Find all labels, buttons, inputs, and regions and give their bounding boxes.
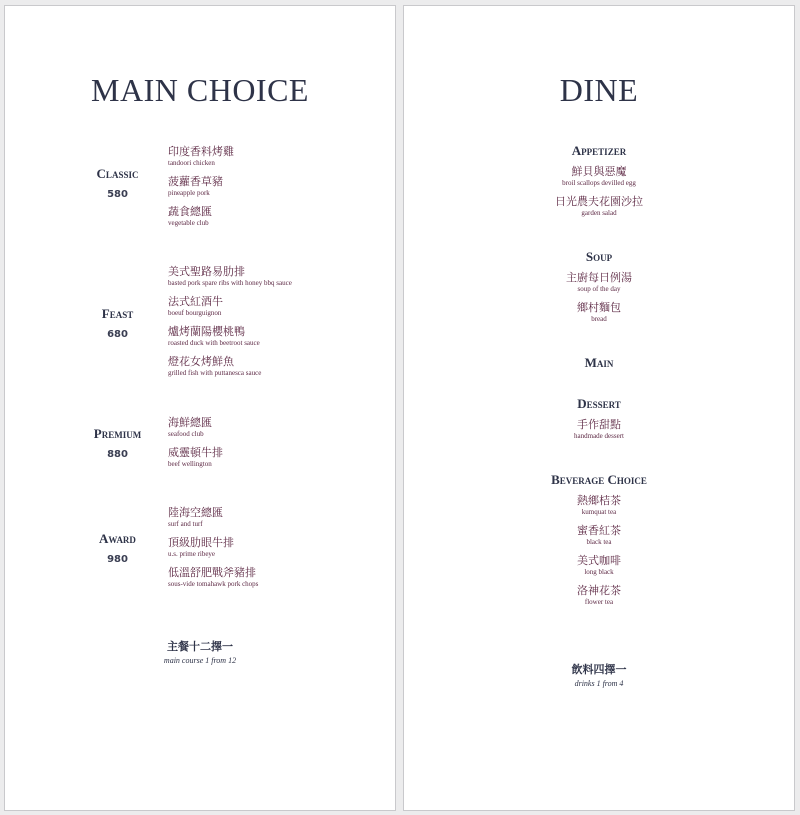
note-zh: 主餐十二擇一	[167, 640, 233, 653]
page-title: DINE	[559, 72, 639, 108]
item-zh: 主廚每日例湯	[566, 271, 632, 284]
item-en: kumquat tea	[581, 508, 617, 516]
section-appetizer	[404, 143, 794, 224]
item-zh: 菠蘿香草豬	[168, 175, 223, 188]
item-en: bread	[591, 315, 607, 323]
list-item	[168, 565, 258, 595]
list-item	[404, 417, 794, 447]
item-en: tandoori chicken	[168, 159, 215, 167]
list-item	[404, 164, 794, 194]
selection-note	[5, 638, 395, 665]
item-zh: 美式咖啡	[577, 554, 621, 567]
item-zh: 美式聖路易肋排	[168, 265, 245, 278]
item-zh: 熱鄉桔茶	[577, 494, 621, 507]
section-title: Beverage Choice	[551, 472, 647, 487]
item-zh: 燈花女烤鮮魚	[168, 355, 234, 368]
item-zh: 海鮮總匯	[168, 416, 212, 429]
item-en: grilled fish with puttanesca sauce	[168, 369, 262, 377]
tier-price-premium: 880	[107, 449, 128, 460]
tier-name-award: Award	[99, 531, 136, 546]
tier-items-award	[168, 505, 258, 595]
tier-price-classic: 580	[107, 189, 128, 200]
list-item	[404, 300, 794, 330]
item-en: seafood club	[168, 430, 204, 438]
list-item	[168, 294, 292, 324]
item-zh: 頂級肋眼牛排	[168, 536, 234, 549]
item-en: broil scallops devilled egg	[562, 179, 636, 187]
item-en: boeuf bourguignon	[168, 309, 222, 317]
item-zh: 手作甜點	[577, 418, 621, 431]
list-item	[168, 264, 292, 294]
section-title: Appetizer	[571, 143, 627, 158]
item-en: soup of the day	[577, 285, 621, 293]
tier-items-feast	[168, 264, 292, 384]
item-en: pineapple pork	[168, 189, 210, 197]
tier-price-feast: 680	[107, 329, 128, 340]
tier-name-premium: Premium	[93, 426, 142, 441]
list-item	[404, 194, 794, 224]
list-item	[168, 204, 234, 234]
item-zh: 蔬食總匯	[168, 205, 212, 218]
list-item	[168, 354, 292, 384]
tier-name-classic: Classic	[96, 166, 139, 181]
item-en: black tea	[586, 538, 612, 546]
note-zh: 飲料四擇一	[571, 663, 627, 676]
item-en: surf and turf	[168, 520, 203, 528]
item-zh: 低溫舒肥戰斧豬排	[168, 566, 256, 579]
list-item	[404, 523, 794, 553]
section-beverage-choice	[404, 472, 794, 613]
section-soup	[404, 249, 794, 330]
list-item	[168, 505, 258, 535]
item-zh: 威靈頓牛排	[168, 446, 223, 459]
section-title: Dessert	[577, 396, 621, 411]
list-item	[404, 493, 794, 523]
item-en: u.s. prime ribeye	[168, 550, 216, 558]
list-item	[168, 174, 234, 204]
list-item	[168, 415, 223, 445]
page-title: MAIN CHOICE	[91, 72, 309, 108]
list-item	[168, 324, 292, 354]
tier-price-award: 980	[107, 554, 128, 565]
item-en: garden salad	[581, 209, 617, 217]
section-dessert	[404, 396, 794, 447]
section-title: Soup	[585, 249, 613, 264]
section-main	[404, 355, 794, 376]
item-zh: 鮮貝與惡魔	[571, 165, 627, 178]
item-en: sous-vide tomahawk pork chops	[168, 580, 259, 588]
tier-items-premium	[168, 415, 223, 475]
item-zh: 日光農夫花園沙拉	[555, 195, 643, 208]
item-zh: 陸海空總匯	[168, 506, 223, 519]
menu-page-dine	[403, 5, 795, 811]
item-zh: 爐烤蘭陽櫻桃鴨	[168, 325, 245, 338]
tier-name-feast: Feast	[101, 306, 134, 321]
item-zh: 蜜香紅茶	[577, 524, 621, 537]
item-en: vegetable club	[168, 219, 209, 227]
list-item	[404, 553, 794, 583]
item-zh: 法式紅酒牛	[168, 295, 223, 308]
list-item	[404, 583, 794, 613]
item-zh: 印度香料烤雞	[168, 145, 234, 158]
note-en: main course 1 from 12	[163, 656, 237, 665]
item-en: beef wellington	[168, 460, 212, 468]
item-zh: 洛神花茶	[577, 584, 621, 597]
tier-items-classic	[168, 144, 234, 234]
list-item	[168, 535, 258, 565]
note-en: drinks 1 from 4	[574, 679, 624, 688]
section-title: Main	[584, 355, 614, 370]
item-en: basted pork spare ribs with honey bbq sauce	[168, 279, 292, 287]
item-en: roasted duck with beetroot sauce	[168, 339, 260, 347]
list-item	[404, 270, 794, 300]
item-en: long black	[584, 568, 614, 576]
item-en: handmade dessert	[574, 432, 624, 440]
menu-page-main-choice	[4, 5, 396, 811]
selection-note	[404, 661, 794, 688]
list-item	[168, 144, 234, 174]
item-zh: 鄉村麵包	[577, 301, 621, 314]
item-en: flower tea	[584, 598, 614, 606]
list-item	[168, 445, 223, 475]
